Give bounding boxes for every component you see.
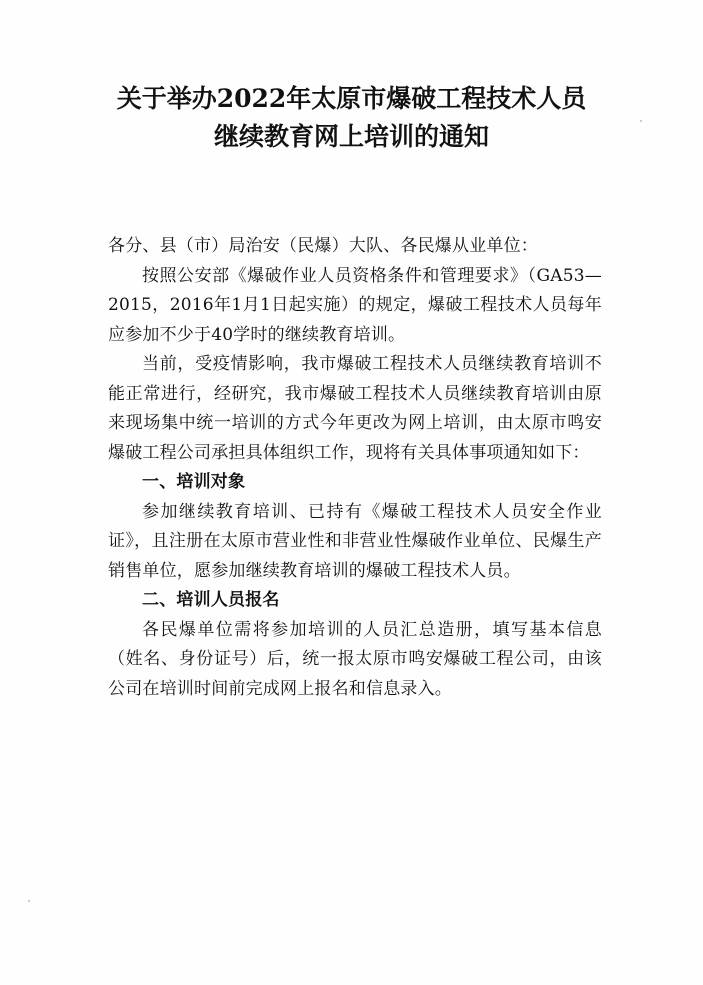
paragraph-1: 按照公安部《爆破作业人员资格条件和管理要求》（GA53—2015，2016年1月1日起实施）的规定，爆破工程技术人员每年应参加不少于40学时的继续教育培训。 — [108, 265, 602, 345]
paragraph-2: 当前，受疫情影响，我市爆破工程技术人员继续教育培训不能正常进行，经研究，我市爆破工程技术人员继续教育培训由原来现场集中统一培训的方式今年更改为网上培训，由太原市鸣安爆破工程公司承担具体组织工作，现将有关具体事项通知如下： — [108, 354, 602, 463]
document-body — [108, 232, 602, 704]
salutation: 各分、县（市）局治安（民爆）大队、各民爆从业单位： — [108, 236, 538, 256]
scan-speck — [640, 120, 642, 122]
section-2-heading: 二、培训人员报名 — [142, 590, 280, 610]
section-1-heading: 一、培训对象 — [142, 472, 246, 492]
section-1-text: 参加继续教育培训、已持有《爆破工程技术人员安全作业证》，且注册在太原市营业性和非营业性爆破作业单位、民爆生产销售单位，愿参加继续教育培训的爆破工程技术人员。 — [108, 501, 602, 581]
document-title-line1: 关于举办2022年太原市爆破工程技术人员 — [116, 84, 587, 113]
document-title-line2: 继续教育网上培训的通知 — [213, 122, 489, 151]
scan-speck — [28, 900, 30, 902]
section-2-text: 各民爆单位需将参加培训的人员汇总造册，填写基本信息（姓名、身份证号）后，统一报太原市鸣安爆破工程公司，由该公司在培训时间前完成网上报名和信息录入。 — [108, 619, 602, 699]
